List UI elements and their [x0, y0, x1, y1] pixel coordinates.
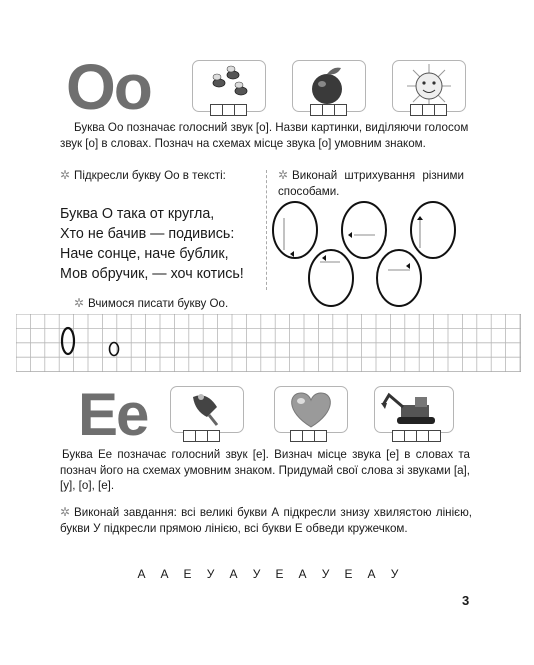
- letter-item[interactable]: А: [298, 567, 307, 581]
- poem-line: Буква О така от кругла,: [60, 206, 215, 222]
- gear-icon: ✲: [278, 168, 289, 182]
- task-final-text: Виконай завдання: всі великі букви А підкресли знизу хвилястою лінією, букви У підкресли прямою лінією, всі букви Е обведи кружечком.: [60, 506, 472, 535]
- letter-item[interactable]: Е: [275, 567, 284, 581]
- task-hatching-text: Виконай штрихування різними способами.: [278, 169, 464, 198]
- section-e-text: Буква Ее позначає голосний звук [е]. Визнач місце звука [е] в словах та познач його на схемах умовним знаком. Придумай свої слова зі звуками [а], [у], [о], [е].: [60, 448, 470, 492]
- column-divider: [266, 170, 267, 290]
- letter-item[interactable]: У: [252, 567, 261, 581]
- excavator-icon: [375, 387, 453, 432]
- ice-cream-icon: [171, 387, 243, 432]
- picture-card-ice-cream: [170, 386, 244, 433]
- letter-item[interactable]: У: [390, 567, 399, 581]
- letter-item[interactable]: А: [137, 567, 146, 581]
- task-hatching: [278, 168, 464, 199]
- heart-icon: [275, 387, 347, 432]
- task-final: [60, 505, 472, 536]
- poem-line: Наче сонце, наче бублик,: [60, 246, 229, 262]
- letters-row[interactable]: [130, 567, 406, 581]
- task-writing-text: Вчимося писати букву Оо.: [88, 297, 229, 310]
- letter-item[interactable]: А: [229, 567, 238, 581]
- letter-item[interactable]: А: [160, 567, 169, 581]
- sound-scheme-6[interactable]: [392, 430, 440, 442]
- gear-icon: ✲: [60, 168, 71, 182]
- page-number: 3: [462, 593, 470, 608]
- task-underline: [60, 168, 255, 184]
- sound-scheme-5[interactable]: [290, 430, 326, 442]
- letter-item[interactable]: У: [206, 567, 215, 581]
- task-underline-text: Підкресли букву Оо в тексті:: [74, 169, 226, 182]
- sound-scheme-1[interactable]: [210, 104, 246, 116]
- sound-scheme-2[interactable]: [310, 104, 346, 116]
- picture-card-heart: [274, 386, 348, 433]
- task-writing: [74, 296, 374, 312]
- picture-card-excavator: [374, 386, 454, 433]
- letter-item[interactable]: У: [321, 567, 330, 581]
- poem-line: Мов обручик, — хоч котись!: [60, 266, 244, 282]
- letter-item[interactable]: А: [367, 567, 376, 581]
- letter-item[interactable]: Е: [344, 567, 353, 581]
- sample-letter-o-upper: [62, 328, 74, 354]
- poem: [60, 204, 270, 284]
- writing-grid[interactable]: [16, 314, 521, 372]
- hatching-ovals[interactable]: [270, 200, 470, 310]
- gear-icon: ✲: [74, 296, 85, 310]
- big-letter-o: Оо: [66, 51, 151, 123]
- sound-scheme-4[interactable]: [183, 430, 219, 442]
- sound-scheme-3[interactable]: [410, 104, 446, 116]
- section-o-text: Буква Оо позначає голосний звук [о]. Назви картинки, виділяючи голосом звук [о] в словах. Познач на схемах місце звука [о] умовним знаком.: [60, 121, 469, 150]
- letter-item[interactable]: Е: [183, 567, 192, 581]
- poem-line: Хто не бачив — подивись:: [60, 226, 235, 242]
- big-letter-e: Ее: [78, 381, 148, 448]
- gear-icon: ✲: [60, 505, 71, 519]
